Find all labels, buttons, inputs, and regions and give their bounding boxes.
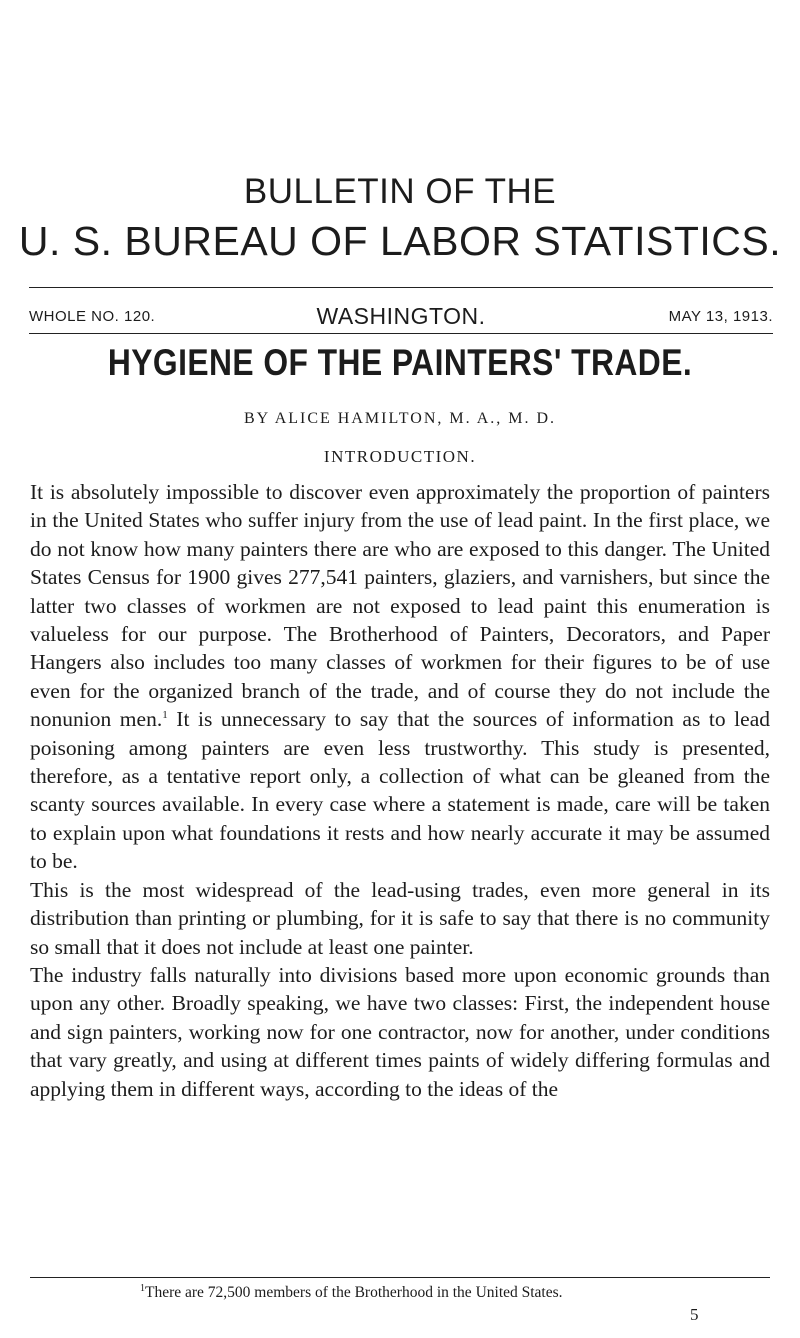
footnote-mark: 1 (140, 1282, 145, 1294)
masthead-line-1: BULLETIN OF THE (243, 172, 557, 211)
issue-number: WHOLE NO. 120. (29, 308, 156, 325)
article-title: HYGIENE OF THE PAINTERS' TRADE. (107, 342, 693, 383)
footnote (140, 1284, 563, 1302)
section-heading: INTRODUCTION. (323, 447, 477, 466)
issue-date: MAY 13, 1913. (668, 308, 773, 325)
footnote-text: There are 72,500 members of the Brotherhood in the United States. (145, 1284, 563, 1301)
masthead-rule-bottom (29, 333, 773, 334)
footnote-rule (30, 1277, 770, 1278)
issue-place: WASHINGTON. (316, 303, 486, 329)
paragraph-1-part-1: It is absolutely impossible to discover even approximately the proportion of painters in the United States who suffer injury from the use of lead paint. In the first place, we do not know how many painters there are who are exposed to this danger. The United States Census for 1900 gives 277,541 painters, glaziers, and varnishers, but since the latter two classes of workmen are not exposed to lead paint this enumeration is valueless for our purpose. The Brotherhood of Painters, Decorators, and Paper Hangers also includes too many classes of workmen for their figures to be of use even for the organized branch of the trade, and of course they do not include the nonunion men. (30, 480, 770, 732)
page-number: 5 (690, 1305, 699, 1324)
paragraph-1-part-2: It is unnecessary to say that the sources of information as to lead poisoning among painters are even less trustworthy. This study is presented, therefore, as a tentative report only, a collection of what can be gleaned from the scanty sources available. In every case where a statement is made, care will be taken to explain upon what foundations it rests and how nearly accurate it may be assumed to be. (30, 707, 770, 874)
paragraph-2: This is the most widespread of the lead-using trades, even more general in its distribution than printing or plumbing, for it is safe to say that there is no community so small that it does not include at least one painter. (30, 877, 770, 959)
paragraph-1 (30, 478, 770, 876)
issue-info-row (29, 303, 773, 329)
paragraph-3: The industry falls naturally into divisions based more upon economic grounds than upon any other. Broadly speaking, we have two classes: First, the independent house and sign painters, working now for one contractor, now for another, under conditions that vary greatly, and using at different times paints of widely differing formulas and applying them in different ways, according to the ideas of the (30, 962, 770, 1101)
masthead-line-2: U. S. BUREAU OF LABOR STATISTICS. (18, 218, 782, 264)
footnote-reference: 1 (162, 709, 168, 722)
masthead-rule-top (29, 287, 773, 288)
article-byline: BY ALICE HAMILTON, M. A., M. D. (243, 410, 557, 427)
article-body (30, 478, 770, 1103)
